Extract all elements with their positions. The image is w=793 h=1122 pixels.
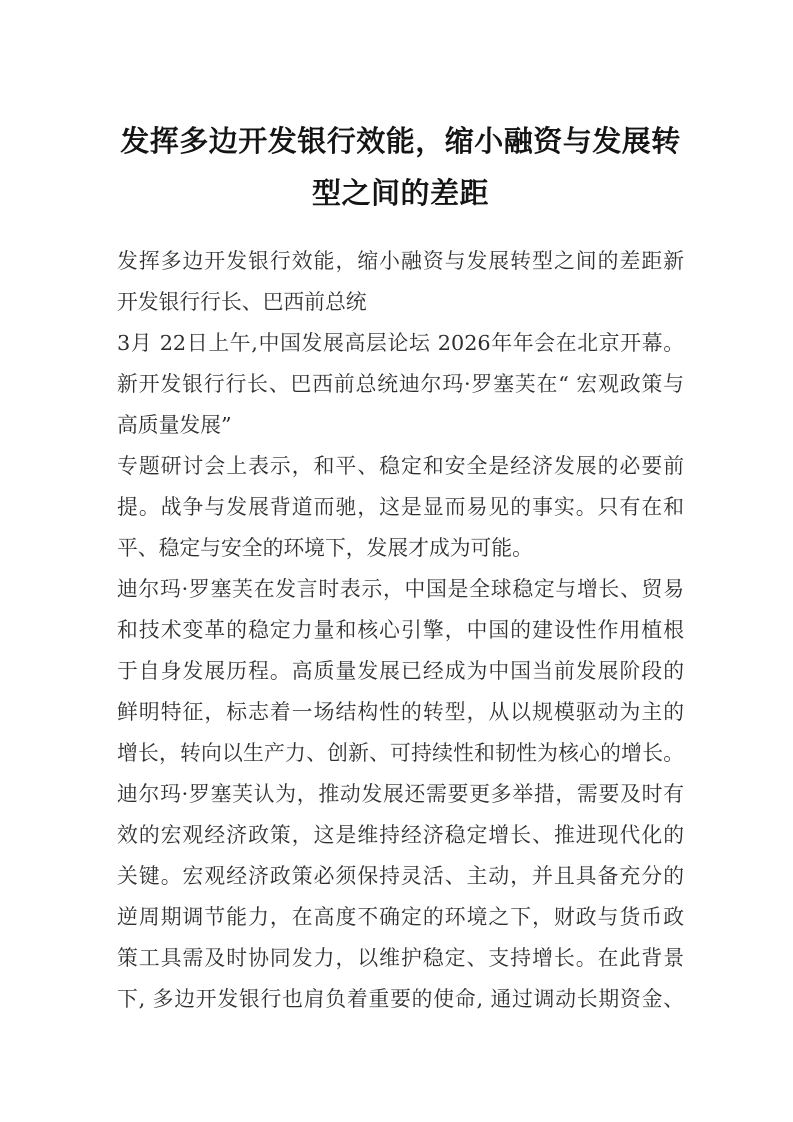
paragraph (117, 446, 684, 569)
text-line: 新开发银行行长、巴西前总统迪尔玛·罗塞芙在“ 宏观政策与 (117, 372, 684, 396)
text-line: 逆周期调节能力，在高度不确定的环境之下，财政与货币政 (117, 905, 684, 929)
paragraph (117, 241, 684, 323)
text-line: 发挥多边开发银行效能，缩小融资与发展转型之间的差距新 (117, 249, 684, 273)
text-line: 迪尔玛·罗塞芙认为，推动发展还需要更多举措，需要及时有 (117, 782, 684, 806)
text-line: 平、稳定与安全的环境下，发展才成为可能。 (117, 536, 533, 560)
title-line: 发挥多边开发银行效能，缩小融资与发展转 (120, 124, 681, 158)
text-line: 于自身发展历程。高质量发展已经成为中国当前发展阶段的 (117, 659, 684, 683)
paragraph (117, 323, 684, 446)
text-line: 策工具需及时协同发力，以维护稳定、支持增长。在此背景 (117, 946, 684, 970)
text-line: 高质量发展” (117, 413, 232, 437)
document-body (117, 241, 684, 1020)
text-line: 和技术变革的稳定力量和核心引擎，中国的建设性作用植根 (117, 618, 684, 642)
paragraph (117, 569, 684, 774)
document-title (117, 115, 684, 219)
text-line: 关键。宏观经济政策必须保持灵活、主动，并且具备充分的 (117, 864, 684, 888)
text-line: 效的宏观经济政策，这是维持经济稳定增长、推进现代化的 (117, 823, 684, 847)
title-line: 型之间的差距 (311, 176, 489, 210)
text-line: 鲜明特征，标志着一场结构性的转型，从以规模驱动为主的 (117, 700, 684, 724)
text-line: 3月 22日上午,中国发展高层论坛 2026年年会在北京开幕。 (117, 331, 684, 355)
text-line: 专题研讨会上表示，和平、稳定和安全是经济发展的必要前 (117, 454, 684, 478)
text-line: 增长，转向以生产力、创新、可持续性和韧性为核心的增长。 (117, 741, 684, 765)
text-line: 提。战争与发展背道而驰，这是显而易见的事实。只有在和 (117, 495, 684, 519)
paragraph (117, 774, 684, 1020)
text-line: 开发银行行长、巴西前总统 (117, 290, 367, 314)
text-line: 下, 多边开发银行也肩负着重要的使命, 通过调动长期资金、 (117, 987, 684, 1011)
text-line: 迪尔玛·罗塞芙在发言时表示，中国是全球稳定与增长、贸易 (117, 577, 684, 601)
